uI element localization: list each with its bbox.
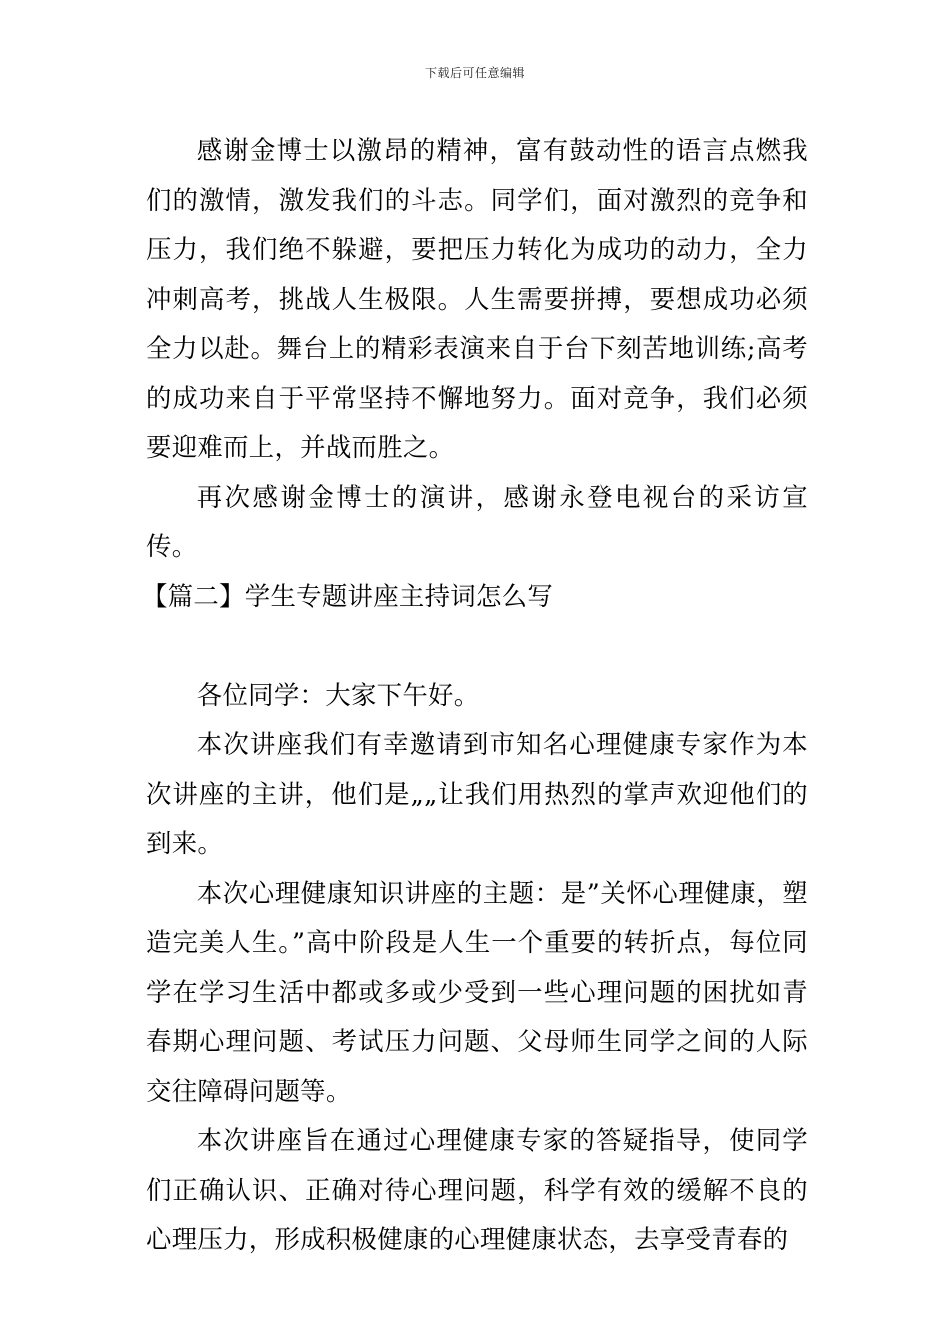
blank-line [146,621,808,671]
section-heading: 【篇二】学生专题讲座主持词怎么写 [142,580,554,611]
paragraph-greeting: 各位同学：大家下午好。 [196,679,480,710]
paragraph-lecture-theme: 本次心理健康知识讲座的主题：是”关怀心理健康，塑造完美人生。”高中阶段是人生一个重要的转折点，每位同学在学习生活中都或多或少受到一些心理问题的困扰如青春期心理问题、考试压力问题、父母师生同学之间的人际交往障碍问题等。 [146,877,808,1106]
paragraph-speaker-intro: 本次讲座我们有幸邀请到市知名心理健康专家作为本次讲座的主讲，他们是„„让我们用热烈的掌声欢迎他们的到来。 [146,729,808,858]
page-header-watermark: 下载后可任意编辑 [424,66,525,80]
paragraph-lecture-purpose: 本次讲座旨在通过心理健康专家的答疑指导，使同学们正确认识、正确对待心理问题，科学有效的缓解不良的心理压力，形成积极健康的心理健康状态，去享受青春的 [146,1125,808,1254]
paragraph-thanks-speech: 感谢金博士以激昂的精神，富有鼓动性的语言点燃我们的激情，激发我们的斗志。同学们，面对激烈的竞争和压力，我们绝不躲避，要把压力转化为成功的动力，全力冲刺高考，挑战人生极限。人生需要拼搏，要想成功必须全力以赴。舞台上的精彩表演来自于台下刻苦地训练;高考的成功来自于平常坚持不懈地努力。面对竞争，我们必须要迎难而上，并战而胜之。 [146,135,808,462]
paragraph-thanks-again: 再次感谢金博士的演讲，感谢永登电视台的采访宣传。 [146,481,808,561]
document-body [142,126,808,1265]
